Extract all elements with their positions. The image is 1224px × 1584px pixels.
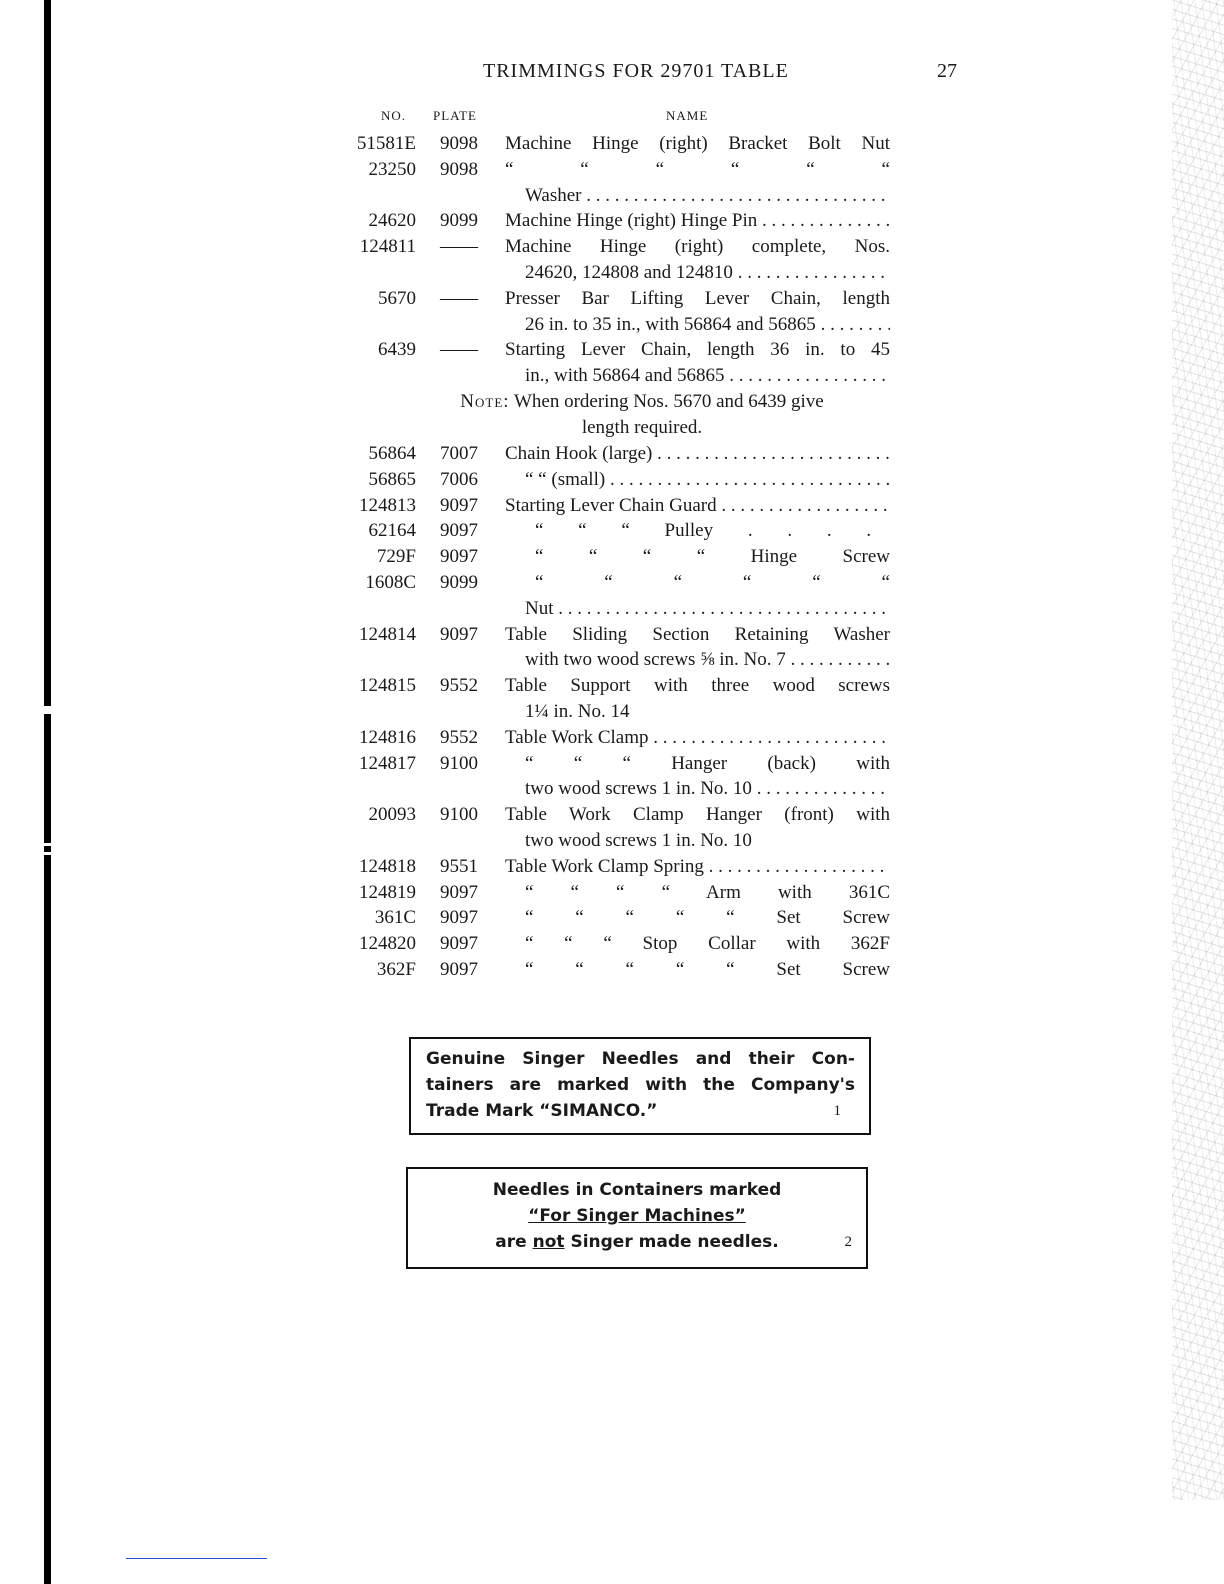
- part-number: 1608C: [365, 571, 416, 593]
- plate-number: 9097: [440, 546, 478, 568]
- part-number: 5670: [378, 287, 416, 309]
- table-row: [0, 544, 1224, 570]
- plate-number: 9098: [440, 133, 478, 154]
- plate-number: 9097: [440, 907, 478, 929]
- part-name: Machine Hinge (right) Bracket Bolt Nut: [505, 133, 890, 154]
- plate-number: 9097: [440, 494, 478, 516]
- notice-line: Needles in Containers marked: [492, 1180, 782, 1200]
- part-name: Presser Bar Lifting Lever Chain, length: [505, 287, 890, 309]
- part-name: “ “ “ “ “ Set Screw: [525, 958, 890, 980]
- part-name-continued: with two wood screws ⅝ in. No. 7 . . .: [505, 647, 890, 673]
- column-header-plate: PLATE: [433, 108, 477, 123]
- part-number: 124816: [359, 726, 416, 748]
- part-name: Starting Lever Chain, length 36 in. to 45: [505, 339, 890, 361]
- part-name-continued: two wood screws 1 in. No. 10: [525, 829, 752, 851]
- notice-line: Genuine Singer Needles and their Con-: [426, 1049, 855, 1069]
- part-number: 51581E: [356, 133, 416, 154]
- table-row: [0, 673, 1224, 725]
- part-number: 124813: [359, 494, 416, 516]
- part-name: Table Work Clamp Spring . . .: [505, 854, 890, 880]
- note-text: When ordering Nos. 5670 and 6439 give: [513, 390, 824, 412]
- page-title: TRIMMINGS FOR 29701 TABLE: [483, 60, 789, 82]
- part-name: Starting Lever Chain Guard . . .: [505, 493, 890, 519]
- part-number: 361C: [374, 907, 416, 929]
- part-name: “ “ “ “ Hinge Screw: [535, 546, 890, 568]
- part-name: “ “ “ Pulley . . .: [505, 518, 890, 544]
- part-name-continued: Washer . . .: [505, 183, 890, 209]
- table-row: [0, 208, 1224, 234]
- part-number: 124815: [359, 675, 416, 697]
- table-row: [0, 234, 1224, 286]
- table-row: [0, 880, 1224, 906]
- plate-number: 9097: [440, 881, 478, 903]
- plate-number: 9097: [440, 623, 478, 645]
- part-number: 62164: [368, 520, 416, 542]
- table-row: [0, 441, 1224, 467]
- plate-number: ——: [440, 236, 478, 258]
- notice-marker: 1: [833, 1103, 841, 1119]
- part-number: 362F: [376, 958, 416, 980]
- notice-text: Singer made needles.: [570, 1232, 779, 1252]
- part-number: 124820: [359, 933, 416, 955]
- parts-list: [0, 131, 1224, 983]
- page-header: [0, 60, 1224, 90]
- table-row: [0, 751, 1224, 803]
- notice-marker: 2: [844, 1234, 852, 1250]
- table-row: [0, 957, 1224, 983]
- part-name: Table Work Clamp . . .: [505, 725, 890, 751]
- table-row: [0, 157, 1224, 209]
- notice-line: [426, 1098, 855, 1124]
- table-row: [0, 467, 1224, 493]
- part-name-continued: in., with 56864 and 56865 . . .: [505, 363, 890, 389]
- part-name: Machine Hinge (right) Hinge Pin . . .: [505, 208, 890, 234]
- part-name-continued: Nut . . .: [505, 596, 890, 622]
- notice-line: tainers are marked with the Company's: [426, 1075, 855, 1095]
- plate-number: 9097: [440, 958, 478, 980]
- simanco-notice-box: [409, 1037, 871, 1135]
- plate-number: 9097: [440, 933, 478, 955]
- part-name-continued: 24620, 124808 and 124810 . . .: [505, 260, 890, 286]
- singer-machines-notice-box: [406, 1167, 868, 1269]
- table-row: [0, 131, 1224, 157]
- part-name: Machine Hinge (right) complete, Nos.: [505, 236, 890, 258]
- part-name: “ “ “ “ “ “: [505, 158, 890, 180]
- part-name: “ “ “ “ Arm with 361C: [525, 881, 890, 903]
- part-name: “ “ “ “ “ “: [535, 571, 890, 593]
- plate-number: 9099: [440, 210, 478, 232]
- page-number: 27: [937, 60, 957, 82]
- part-number: 24620: [368, 210, 416, 232]
- table-row: [0, 622, 1224, 674]
- part-number: 56864: [368, 442, 416, 464]
- table-row: [0, 518, 1224, 544]
- table-row: [0, 570, 1224, 622]
- part-name: “ “ “ Stop Collar with 362F: [525, 933, 890, 955]
- part-name: “ “ (small) . . .: [505, 467, 890, 493]
- part-name: Table Support with three wood screws: [505, 675, 890, 697]
- note-text-continued: length required.: [581, 416, 703, 438]
- plate-number: 9097: [440, 520, 478, 542]
- part-number: 23250: [368, 158, 416, 180]
- part-number: 124817: [359, 752, 416, 774]
- table-row: [0, 905, 1224, 931]
- plate-number: 7006: [440, 468, 478, 490]
- table-row: [0, 725, 1224, 751]
- part-number: 124814: [359, 623, 416, 645]
- part-number: 20093: [368, 804, 416, 826]
- part-number: 124819: [359, 881, 416, 903]
- table-row: [0, 286, 1224, 338]
- plate-number: 9098: [440, 158, 478, 180]
- ordering-note: [0, 389, 1224, 441]
- part-name: Table Sliding Section Retaining Washer: [505, 623, 890, 645]
- note-label: Note:: [460, 390, 510, 412]
- notice-line-text: Trade Mark “SIMANCO.”: [426, 1101, 658, 1121]
- part-number: 124811: [359, 236, 416, 258]
- notice-line: [408, 1229, 866, 1255]
- plate-number: 9552: [440, 675, 478, 697]
- table-row: [0, 802, 1224, 854]
- plate-number: 7007: [440, 442, 478, 464]
- part-name-continued: 26 in. to 35 in., with 56864 and 56865 . . .: [505, 312, 890, 338]
- plate-number: 9552: [440, 726, 478, 748]
- notice-line: “For Singer Machines”: [528, 1206, 746, 1226]
- plate-number: 9099: [440, 571, 478, 593]
- table-row: [0, 854, 1224, 880]
- table-row: [0, 337, 1224, 389]
- plate-number: ——: [440, 339, 478, 361]
- column-header-name: NAME: [666, 108, 709, 123]
- part-number: 56865: [368, 468, 416, 490]
- part-name-continued: 1¼ in. No. 14: [525, 700, 630, 722]
- table-row: [0, 931, 1224, 957]
- part-name: “ “ “ “ “ Set Screw: [525, 907, 890, 929]
- column-header-no: NO.: [381, 108, 407, 123]
- notice-text: are: [495, 1232, 527, 1252]
- part-name: Chain Hook (large) . . .: [505, 441, 890, 467]
- part-number: 6439: [378, 339, 416, 361]
- part-number: 124818: [359, 855, 416, 877]
- notice-emphasis: not: [532, 1232, 565, 1252]
- part-name: Table Work Clamp Hanger (front) with: [505, 804, 890, 826]
- plate-number: 9100: [440, 804, 478, 826]
- part-name-continued: two wood screws 1 in. No. 10 . . .: [505, 776, 890, 802]
- footer-rule: [126, 1558, 267, 1559]
- plate-number: 9100: [440, 752, 478, 774]
- table-row: [0, 493, 1224, 519]
- plate-number: ——: [440, 287, 478, 309]
- part-number: 729F: [376, 546, 416, 568]
- part-name: “ “ “ Hanger (back) with: [525, 752, 890, 774]
- plate-number: 9551: [440, 855, 478, 877]
